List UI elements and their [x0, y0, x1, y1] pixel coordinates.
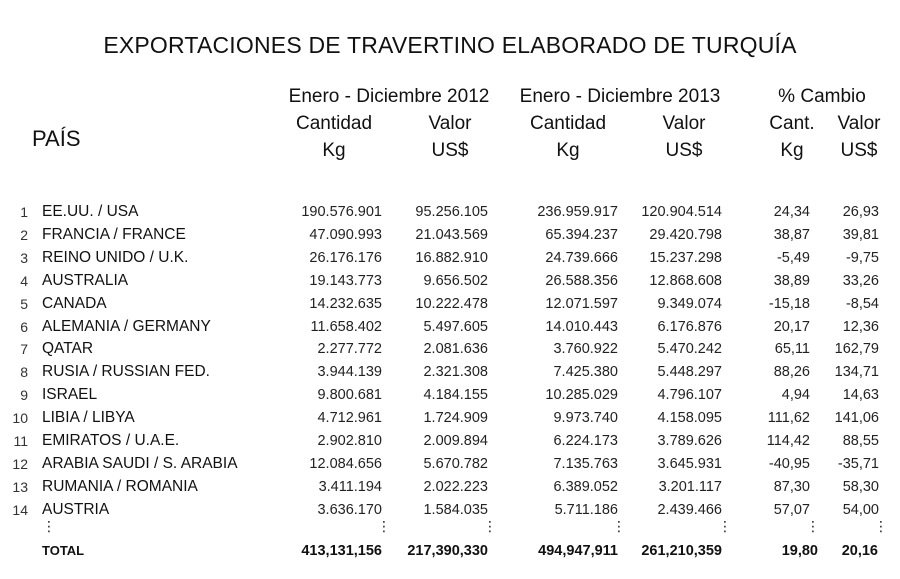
cell-v2012: 21.043.569: [415, 227, 488, 243]
cell-pct-cant: -40,95: [768, 456, 810, 472]
ellipsis-pcv: ⋮: [874, 518, 888, 534]
header-period-2012: Enero - Diciembre 2012: [288, 86, 490, 107]
cell-q2013: 9.973.740: [553, 410, 618, 426]
cell-v2012: 2.022.223: [423, 479, 488, 495]
cell-v2013: 12.868.608: [649, 273, 722, 289]
cell-v2012: 95.256.105: [415, 204, 488, 220]
total-label: TOTAL: [42, 543, 85, 558]
cell-q2012: 11.658.402: [310, 319, 382, 335]
cell-v2013: 9.349.074: [657, 296, 722, 312]
header-kg-2012: Kg: [322, 140, 346, 161]
total-v2012: 217,390,330: [407, 543, 488, 559]
cell-q2012: 2.277.772: [317, 341, 382, 357]
cell-q2012: 4.712.961: [317, 410, 382, 426]
header-country: PAÍS: [32, 126, 81, 151]
header-valor-change: Valor: [837, 113, 881, 134]
cell-q2013: 24.739.666: [545, 250, 618, 266]
cell-pct-valor: 14,63: [842, 387, 879, 403]
row-index: 6: [20, 319, 28, 335]
cell-pct-cant: 4,94: [781, 387, 810, 403]
header-cant-change: Cant.: [769, 113, 815, 134]
cell-pct-valor: -35,71: [837, 456, 879, 472]
row-index: 8: [20, 364, 28, 380]
cell-v2012: 16.882.910: [415, 250, 488, 266]
cell-pct-valor: 12,36: [842, 319, 879, 335]
row-index: 2: [20, 227, 28, 243]
ellipsis-index: ⋮: [42, 518, 56, 534]
cell-pct-cant: 114,42: [766, 433, 810, 449]
cell-pct-valor: -9,75: [845, 250, 879, 266]
cell-q2012: 14.232.635: [309, 296, 382, 312]
cell-v2013: 29.420.798: [649, 227, 722, 243]
cell-q2013: 6.224.173: [553, 433, 618, 449]
total-pc-v: 20,16: [841, 543, 878, 559]
row-index: 13: [12, 479, 28, 495]
row-country: AUSTRIA: [42, 501, 110, 518]
cell-pct-valor: 26,93: [842, 204, 879, 220]
cell-q2013: 65.394.237: [545, 227, 618, 243]
row-country: EE.UU. / USA: [42, 203, 139, 220]
total-v2013: 261,210,359: [641, 543, 722, 559]
cell-q2012: 12.084.656: [309, 456, 382, 472]
row-country: LIBIA / LIBYA: [42, 409, 135, 426]
row-country: EMIRATOS / U.A.E.: [42, 432, 180, 449]
cell-pct-valor: 141,06: [834, 410, 879, 426]
row-country: QATAR: [42, 340, 94, 357]
cell-pct-valor: 134,71: [834, 364, 879, 380]
cell-v2012: 2.009.894: [423, 433, 488, 449]
row-country: CANADA: [42, 295, 107, 312]
header-period-2013: Enero - Diciembre 2013: [519, 86, 721, 107]
cell-pct-cant: 20,17: [773, 319, 810, 335]
header-valor-2013: Valor: [662, 113, 706, 134]
cell-pct-cant: 111,62: [767, 410, 810, 426]
header-cantidad-2012: Cantidad: [295, 113, 373, 134]
row-country: REINO UNIDO / U.K.: [42, 249, 189, 266]
cell-v2013: 3.201.117: [658, 479, 722, 495]
cell-v2013: 6.176.876: [657, 319, 722, 335]
ellipsis-q2013: ⋮: [612, 518, 626, 534]
header-valor-2012: Valor: [428, 113, 472, 134]
cell-pct-valor: 39,81: [842, 227, 879, 243]
cell-pct-cant: 88,26: [773, 364, 810, 380]
cell-q2012: 9.800.681: [317, 387, 382, 403]
header-usd-2013: US$: [665, 140, 703, 161]
cell-v2013: 15.237.298: [649, 250, 722, 266]
cell-pct-valor: 88,55: [842, 433, 879, 449]
row-country: ARABIA SAUDI / S. ARABIA: [42, 455, 238, 472]
cell-v2012: 5.670.782: [423, 456, 488, 472]
cell-q2012: 19.143.773: [309, 273, 382, 289]
cell-pct-valor: 33,26: [842, 273, 879, 289]
row-index: 11: [13, 433, 28, 449]
cell-q2012: 2.902.810: [317, 433, 382, 449]
row-country: FRANCIA / FRANCE: [42, 226, 186, 243]
ellipsis-v2012: ⋮: [483, 518, 497, 534]
row-index: 5: [20, 296, 28, 312]
cell-pct-cant: 38,89: [773, 273, 810, 289]
cell-pct-valor: 58,30: [842, 479, 879, 495]
cell-q2013: 6.389.052: [553, 479, 618, 495]
cell-v2012: 1.724.909: [423, 410, 488, 426]
row-index: 7: [20, 341, 28, 357]
cell-pct-cant: -5,49: [776, 250, 810, 266]
cell-q2012: 47.090.993: [309, 227, 382, 243]
cell-q2012: 3.944.139: [317, 364, 382, 380]
cell-v2013: 5.448.297: [657, 364, 722, 380]
ellipsis-v2013: ⋮: [718, 518, 732, 534]
total-pc-q: 19,80: [781, 543, 818, 559]
cell-pct-cant: 38,87: [773, 227, 810, 243]
cell-q2013: 7.425.380: [553, 364, 618, 380]
cell-v2012: 2.081.636: [423, 341, 488, 357]
cell-v2013: 4.796.107: [657, 387, 722, 403]
ellipsis-q2012: ⋮: [377, 518, 391, 534]
cell-q2013: 236.959.917: [537, 204, 618, 220]
cell-pct-cant: 65,11: [774, 341, 810, 357]
cell-pct-cant: -15,18: [768, 296, 810, 312]
header-usd-2012: US$: [431, 140, 469, 161]
cell-v2013: 120.904.514: [641, 204, 722, 220]
row-index: 1: [20, 204, 28, 220]
header-cantidad-2013: Cantidad: [529, 113, 607, 134]
cell-pct-cant: 87,30: [773, 479, 810, 495]
cell-v2013: 3.789.626: [657, 433, 722, 449]
row-index: 14: [12, 502, 28, 518]
cell-v2012: 2.321.308: [423, 364, 488, 380]
row-country: AUSTRALIA: [42, 272, 129, 289]
cell-pct-valor: -8,54: [845, 296, 879, 312]
header-kg-2013: Kg: [556, 140, 580, 161]
cell-v2013: 5.470.242: [657, 341, 722, 357]
cell-q2013: 5.711.186: [554, 502, 618, 518]
cell-q2013: 10.285.029: [545, 387, 618, 403]
cell-pct-cant: 24,34: [773, 204, 810, 220]
row-index: 10: [12, 410, 28, 426]
cell-v2012: 9.656.502: [423, 273, 488, 289]
cell-v2013: 4.158.095: [657, 410, 722, 426]
cell-q2013: 26.588.356: [545, 273, 618, 289]
cell-pct-valor: 162,79: [834, 341, 879, 357]
header-usd-change: US$: [840, 140, 878, 161]
row-country: ISRAEL: [42, 386, 98, 403]
cell-v2012: 10.222.478: [415, 296, 488, 312]
table-title: EXPORTACIONES DE TRAVERTINO ELABORADO DE TURQUÍA: [103, 32, 797, 58]
row-country: RUMANIA / ROMANIA: [42, 478, 198, 495]
cell-q2013: 3.760.922: [553, 341, 618, 357]
cell-q2012: 190.576.901: [301, 204, 382, 220]
cell-v2013: 3.645.931: [657, 456, 722, 472]
cell-v2012: 4.184.155: [423, 387, 488, 403]
total-q2013: 494,947,911: [538, 543, 618, 559]
cell-v2012: 1.584.035: [423, 502, 488, 518]
total-q2012: 413,131,156: [301, 543, 382, 559]
cell-q2013: 14.010.443: [545, 319, 618, 335]
cell-q2013: 12.071.597: [545, 296, 618, 312]
row-index: 12: [12, 456, 28, 472]
cell-pct-valor: 54,00: [842, 502, 879, 518]
header-change: % Cambio: [778, 86, 866, 107]
cell-q2013: 7.135.763: [553, 456, 618, 472]
row-country: RUSIA / RUSSIAN FED.: [42, 363, 210, 380]
cell-v2012: 5.497.605: [423, 319, 488, 335]
header-kg-change: Kg: [780, 140, 804, 161]
cell-q2012: 3.636.170: [317, 502, 382, 518]
row-index: 4: [20, 273, 28, 289]
cell-q2012: 26.176.176: [309, 250, 382, 266]
row-country: ALEMANIA / GERMANY: [42, 318, 211, 335]
ellipsis-pcq: ⋮: [806, 518, 820, 534]
row-index: 3: [20, 250, 28, 266]
cell-v2013: 2.439.466: [657, 502, 722, 518]
cell-q2012: 3.411.194: [318, 479, 382, 495]
row-index: 9: [20, 387, 28, 403]
cell-pct-cant: 57,07: [773, 502, 810, 518]
